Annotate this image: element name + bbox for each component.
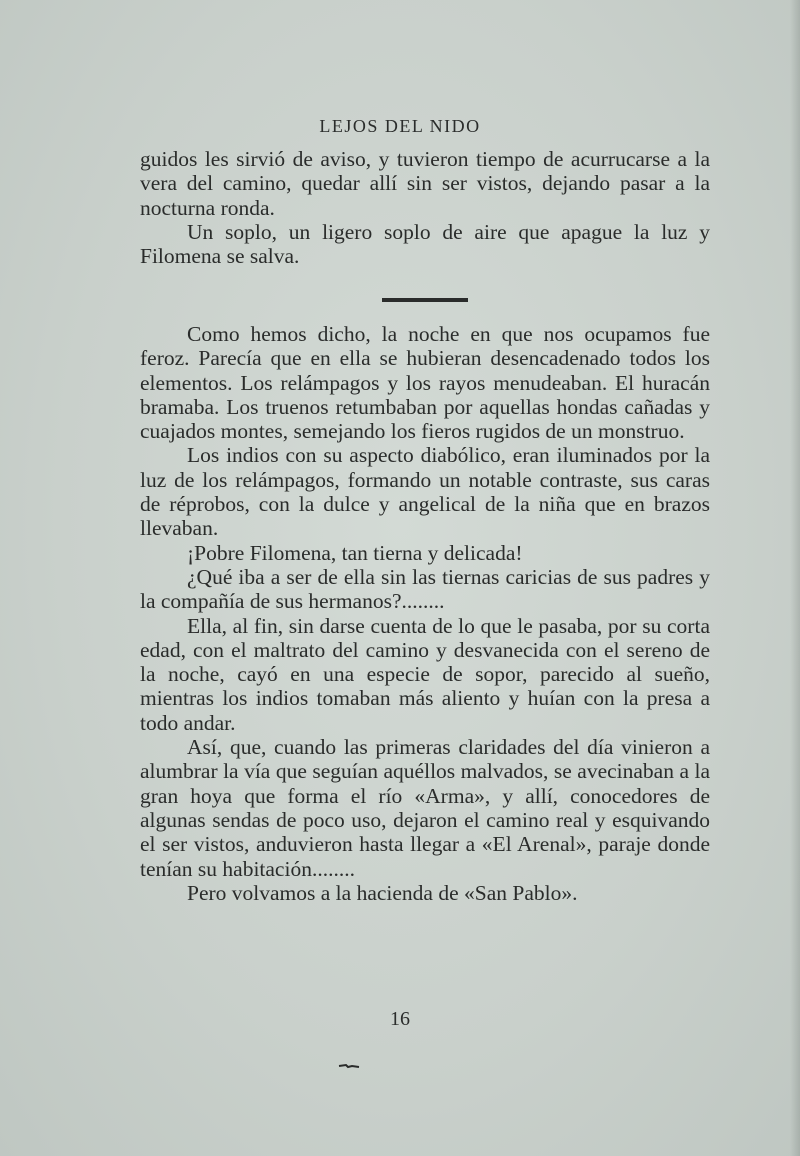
paragraph: Así, que, cuando las primeras claridades del día vinieron a alumbrar la vía que seguían aquéllos malvados, se avecinaban a la gran hoya que forma el río «Arma», y allí, conocedores de algunas sendas de poco uso, dejaron el camino real y esquivando el ser vistos, anduvieron hasta llegar a «El Arenal», paraje donde tenían su habitación........ xyxy=(140,735,710,881)
paragraph: guidos les sirvió de aviso, y tuvieron tiempo de acurrucarse a la vera del camino, quedar allí sin ser vistos, dejando pasar a la nocturna ronda. xyxy=(140,147,710,220)
paragraph: ¿Qué iba a ser de ella sin las tiernas caricias de sus padres y la compañía de sus hermanos?........ xyxy=(140,564,710,614)
page-number: 16 xyxy=(390,1008,410,1030)
paragraph: Un soplo, un ligero soplo de aire que apague la luz y Filomena se salva. xyxy=(140,219,710,269)
text-block-main xyxy=(140,322,710,905)
section-divider xyxy=(382,298,468,302)
paragraph: Como hemos dicho, la noche en que nos ocupamos fue feroz. Parecía que en ella se hubieran desencadenado todos los elementos. Los relámpagos y los rayos menudeaban. El huracán bramaba. Los truenos retumbaban por aquellas hondas cañadas y cuajados montes, semejando los fieros rugidos de un monstruo. xyxy=(140,322,710,444)
page-edge-shadow xyxy=(790,0,800,1156)
ink-smudge-mark xyxy=(338,1062,360,1070)
text-block-upper xyxy=(140,147,710,268)
running-head: LEJOS DEL NIDO xyxy=(319,116,481,136)
paragraph: Pero volvamos a la hacienda de «San Pablo». xyxy=(187,880,578,905)
paragraph: ¡Pobre Filomena, tan tierna y delicada! xyxy=(187,540,523,565)
paragraph: Ella, al fin, sin darse cuenta de lo que le pasaba, por su corta edad, con el maltrato del camino y desvanecida con el sereno de la noche, cayó en una especie de sopor, parecido al sueño, mientras los indios tomaban más aliento y huían con la presa a todo andar. xyxy=(140,613,710,735)
paragraph: Los indios con su aspecto diabólico, eran iluminados por la luz de los relámpagos, formando un notable contraste, sus caras de réprobos, con la dulce y angelical de la niña que en brazos llevaban. xyxy=(140,443,710,541)
